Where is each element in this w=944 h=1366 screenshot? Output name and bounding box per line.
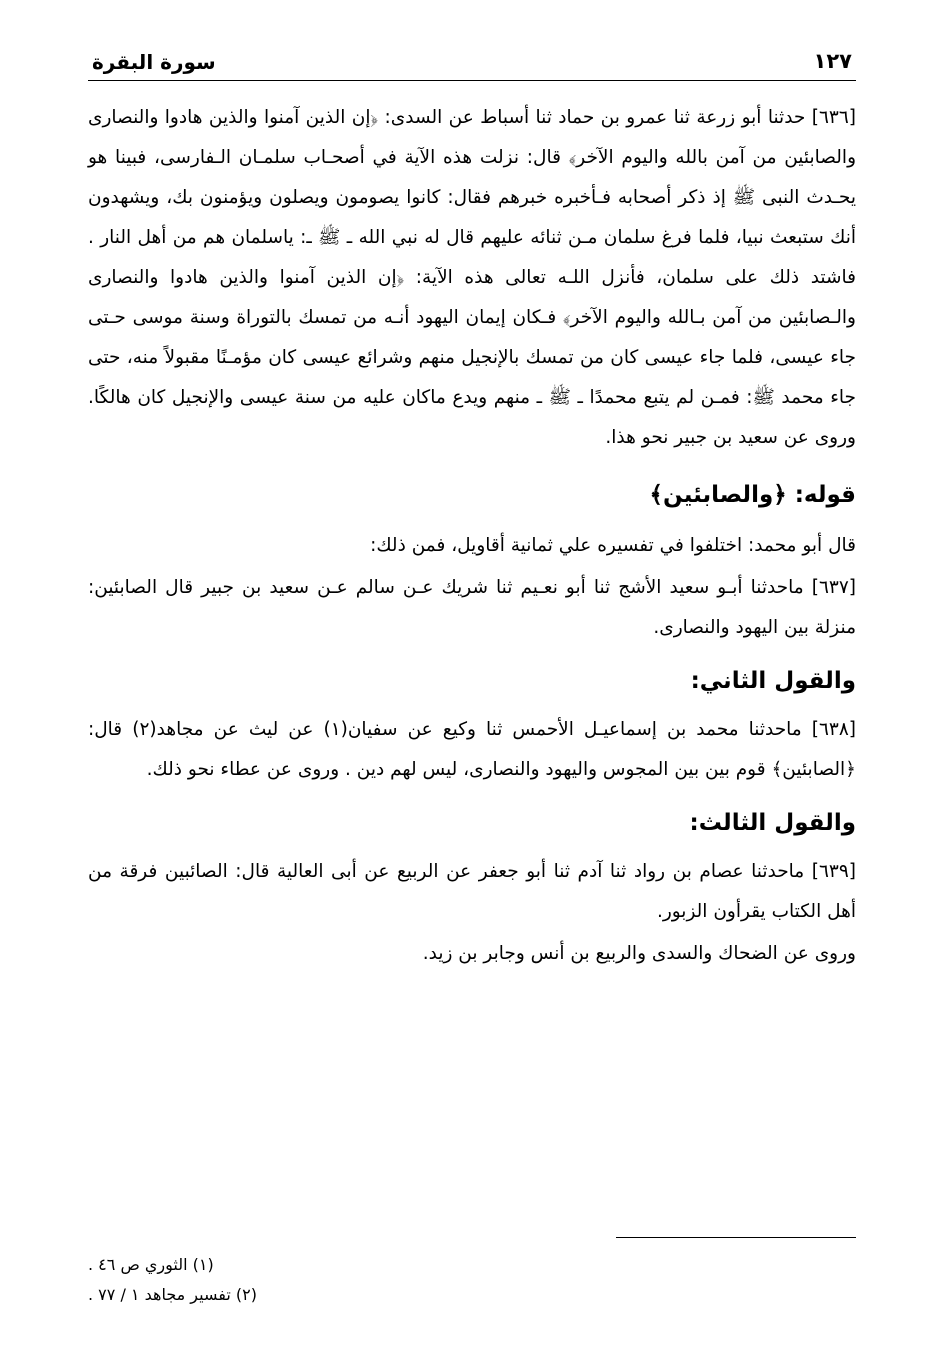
paragraph-638: [٦٣٨] ماحدثنا محمد بن إسماعيـل الأحمس ثنا وكيع عن سفيان(١) عن ليث عن مجاهد(٢) قال: ﴿الصابئين﴾ قوم بين بين المجوس واليهود والنصارى، ليس لهم دين . وروى عن عطاء نحو ذلك.	[88, 719, 857, 780]
section-heading-third-statement: والقول الثالث:	[689, 810, 856, 836]
paragraph-636: [٦٣٦] حدثنا أبو زرعة ثنا عمرو بن حماد ثنا أسباط عن السدى: ﴿إن الذين آمنوا والذين هادوا والنصارى والصابئين من آمن بالله واليوم الآخر﴾ قال: نزلت هذه الآية في أصحـاب سلمـان الـفارسى، فبينا هو يحـدث النبى ﷺ إذ ذكر أصحابه فـأخبره خبرهم فقال: كانوا يصومون ويصلون ويؤمنون بك، ويشهدون أنك ستبعث نبيا، فلما فرغ سلمان مـن ثنائه عليهم قال له نبي الله ـ ﷺ ـ: ياسلمان هم من أهل النار . فاشتد ذلك على سلمان، فأنزل اللـه تعالى هذه الآية: ﴿إن الذين آمنوا والذين هادوا والنصارى والـصابئين من آمن بـالله واليوم الآخر﴾ فـكان إيمان اليهود أنـه من تمسك بالتوراة وسنة موسى حـتى جاء عيسى، فلما جاء عيسى كان من تمسك بالإنجيل منهم وشرائع عيسى كان مؤمـنًا مقبولاً منه، حتى جاء محمد ﷺ: فمـن لم يتبع محمدًا ـ ﷺ ـ منهم ويدع ماكان عليه من سنة عيسى والإنجيل كان هالكًا. وروى عن سعيد بن جبير نحو هذا.	[88, 107, 856, 448]
page-content	[88, 98, 856, 1196]
header-divider	[88, 80, 856, 81]
footnotes-area	[88, 1250, 856, 1310]
footnote-item: (١) الثوري ص ٤٦ .	[88, 1255, 214, 1274]
paragraph-abu-muhammad: قال أبو محمد: اختلفوا في تفسيره علي ثمانية أقاويل، فمن ذلك:	[370, 535, 856, 556]
section-heading-qawluhu: قوله: ﴿والصابئين﴾	[649, 482, 856, 508]
section-heading-second-statement: والقول الثاني:	[690, 668, 856, 694]
surah-title: سورة البقرة	[92, 50, 216, 74]
paragraph-narrations: وروى عن الضحاك والسدى والربيع بن أنس وجابر بن زيد.	[422, 943, 856, 964]
footnote-divider	[616, 1237, 856, 1238]
paragraph-637: [٦٣٧] ماحدثنا أبـو سعيد الأشج ثنا أبو نعـيم ثنا شريك عـن سالم عـن سعيد بن جبير قال الصابئين: منزلة بين اليهود والنصارى.	[88, 577, 856, 638]
paragraph-639: [٦٣٩] ماحدثنا عصام بن رواد ثنا آدم ثنا أبو جعفر عن الربيع عن أبى العالية قال: الصائبين فرقة من أهل الكتاب يقرأون الزبور.	[88, 861, 856, 922]
page-number: ١٢٧	[813, 49, 852, 73]
footnote-item: (٢) تفسير مجاهد ١ / ٧٧ .	[88, 1285, 257, 1304]
page-header	[92, 38, 852, 72]
